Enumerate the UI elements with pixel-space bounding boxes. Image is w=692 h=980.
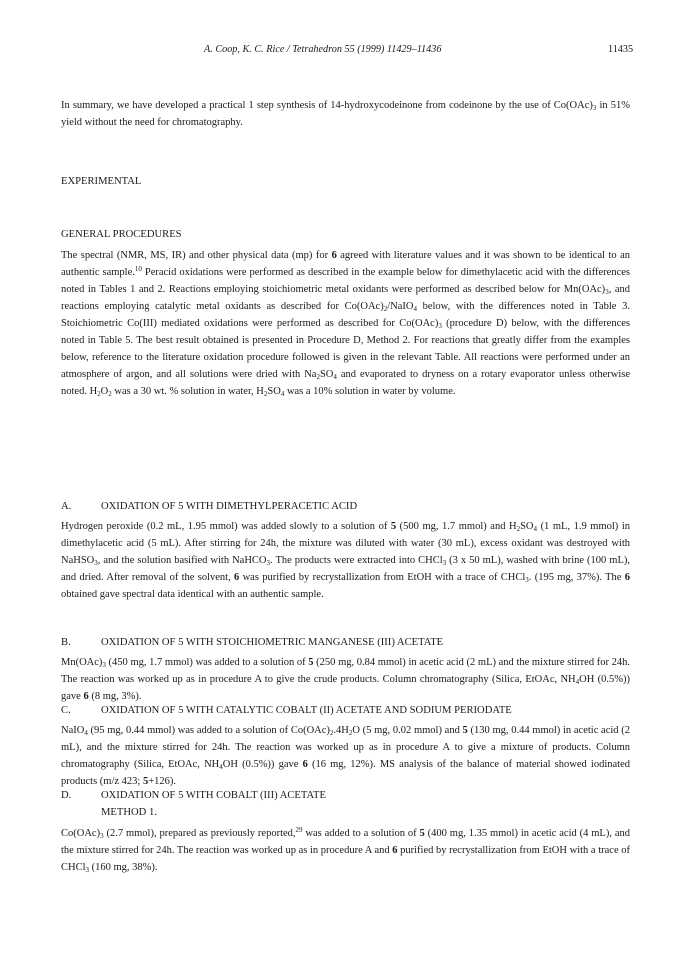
section-c-heading: C. OXIDATION OF 5 WITH CATALYTIC COBALT (II) ACETATE AND SODIUM PERIODATE — [61, 705, 512, 716]
section-a-paragraph: Hydrogen peroxide (0.2 mL, 1.95 mmol) was added slowly to a solution of 5 (500 mg, 1.7 mmol) and $H_2SO_4$ (1 mL, 1.9 mmol) in dimethylacetic acid (5 mL). After stirring for 24h, the mixture was diluted with water (30 mL), excess oxidant was destroyed with NaHSO$_3$, and the solution basified with NaHCO$_3$. The products were extracted into CHCl$_3$ (3 x 50 mL), washed with brine (100 mL), and dried. After removal of the solvent, 6 was purified by recrystallization from EtOH with a trace of CHCl$_3$. (195 mg, 37%). The 6 obtained gave spectral data identical with an authentic sample. — [61, 521, 630, 600]
section-a-heading: A. OXIDATION OF 5 WITH DIMETHYLPERACETIC ACID — [61, 501, 358, 512]
section-d-paragraph: $Co(OAc)_3$ (2.7 mmol), prepared as previously reported,$^{29}$ was added to a solution of 5 (400 mg, 1.35 mmol) in acetic acid (4 mL), and the mixture stirred for 24h. The reaction was worked up as in procedure A and 6 purified by recrystallization from EtOH with a trace of CHCl$_3$ (160 mg, 38%). — [61, 826, 631, 874]
general-procedures-paragraph: The spectral (NMR, MS, IR) and other physical data (mp) for 6 agreed with literature values and it was shown to be identical to an authentic sample.$^{10}$ Peracid oxidations were performed as described in the example below for dimethylacetic acid with the differences noted in Tables 1 and 2. Reactions employing stoichiometric metal oxidants were performed as described below for $Mn(OAc)_3$, and reactions employing catalytic metal oxidants as described for $Co(OAc)_2/NaIO_4$ below, with the differences noted in Table 3. Stoichiometric Co(III) mediated oxidations were performed as described for $Co(OAc)_3$ (procedure D) below, with the differences noted in Table 5. The best result obtained is presented in Procedure D, Method 2. For reactions that greatly differ from the examples below, reference to the literature oxidation procedure followed is given in the relevant Table. All reactions were performed under an atmosphere of argon, and all solutions were dried with $Na_2SO_4$ and evaporated to dryness on a rotary evaporator unless otherwise noted. $H_2O_2$ was a 30 wt. % solution in water, $H_2SO_4$ was a 10% solution in water by volume. — [61, 250, 631, 398]
section-b-heading: B. OXIDATION OF 5 WITH STOICHIOMETRIC MANGANESE (III) ACETATE — [61, 637, 444, 648]
experimental-heading: EXPERIMENTAL — [61, 176, 142, 187]
running-title: A. Coop, K. C. Rice / Tetrahedron 55 (1999) 11429–11436 — [204, 44, 442, 55]
section-c-paragraph: NaIO$_4$ (95 mg, 0.44 mmol) was added to a solution of $Co(OAc)_2.4H_2O$ (5 mg, 0.02 mmol) and 5 (130 mg, 0.44 mmol) in acetic acid (2 mL), and the mixture stirred for 24h. The reaction was worked up as in procedure A to give a mixture of products. Column chromatography (Silica, EtOAc, $NH_4OH$ (0.5%)) gave 6 (16 mg, 12%). MS analysis of the balance of material showed iodinated products (m/z 423; 5+126). — [61, 725, 631, 787]
general-procedures-heading: GENERAL PROCEDURES — [61, 229, 182, 240]
section-d-heading: D. OXIDATION OF 5 WITH COBALT (III) ACETATE — [61, 790, 326, 801]
summary-paragraph: In summary, we have developed a practical 1 step synthesis of 14-hydroxycodeinone from codeinone by the use of $Co(OAc)_3$ in 51% yield without the need for chromatography. — [61, 100, 630, 128]
method-1-heading: METHOD 1. — [101, 807, 157, 818]
page-number: 11435 — [608, 44, 634, 55]
section-b-paragraph: $Mn(OAc)_3$ (450 mg, 1.7 mmol) was added to a solution of 5 (250 mg, 0.84 mmol) in acetic acid (2 mL) and the mixture stirred for 24h. The reaction was worked up as in procedure A to give the crude products. Column chromatography (Silica, EtOAc, $NH_4OH$ (0.5%)) gave 6 (8 mg, 3%). — [61, 657, 631, 702]
